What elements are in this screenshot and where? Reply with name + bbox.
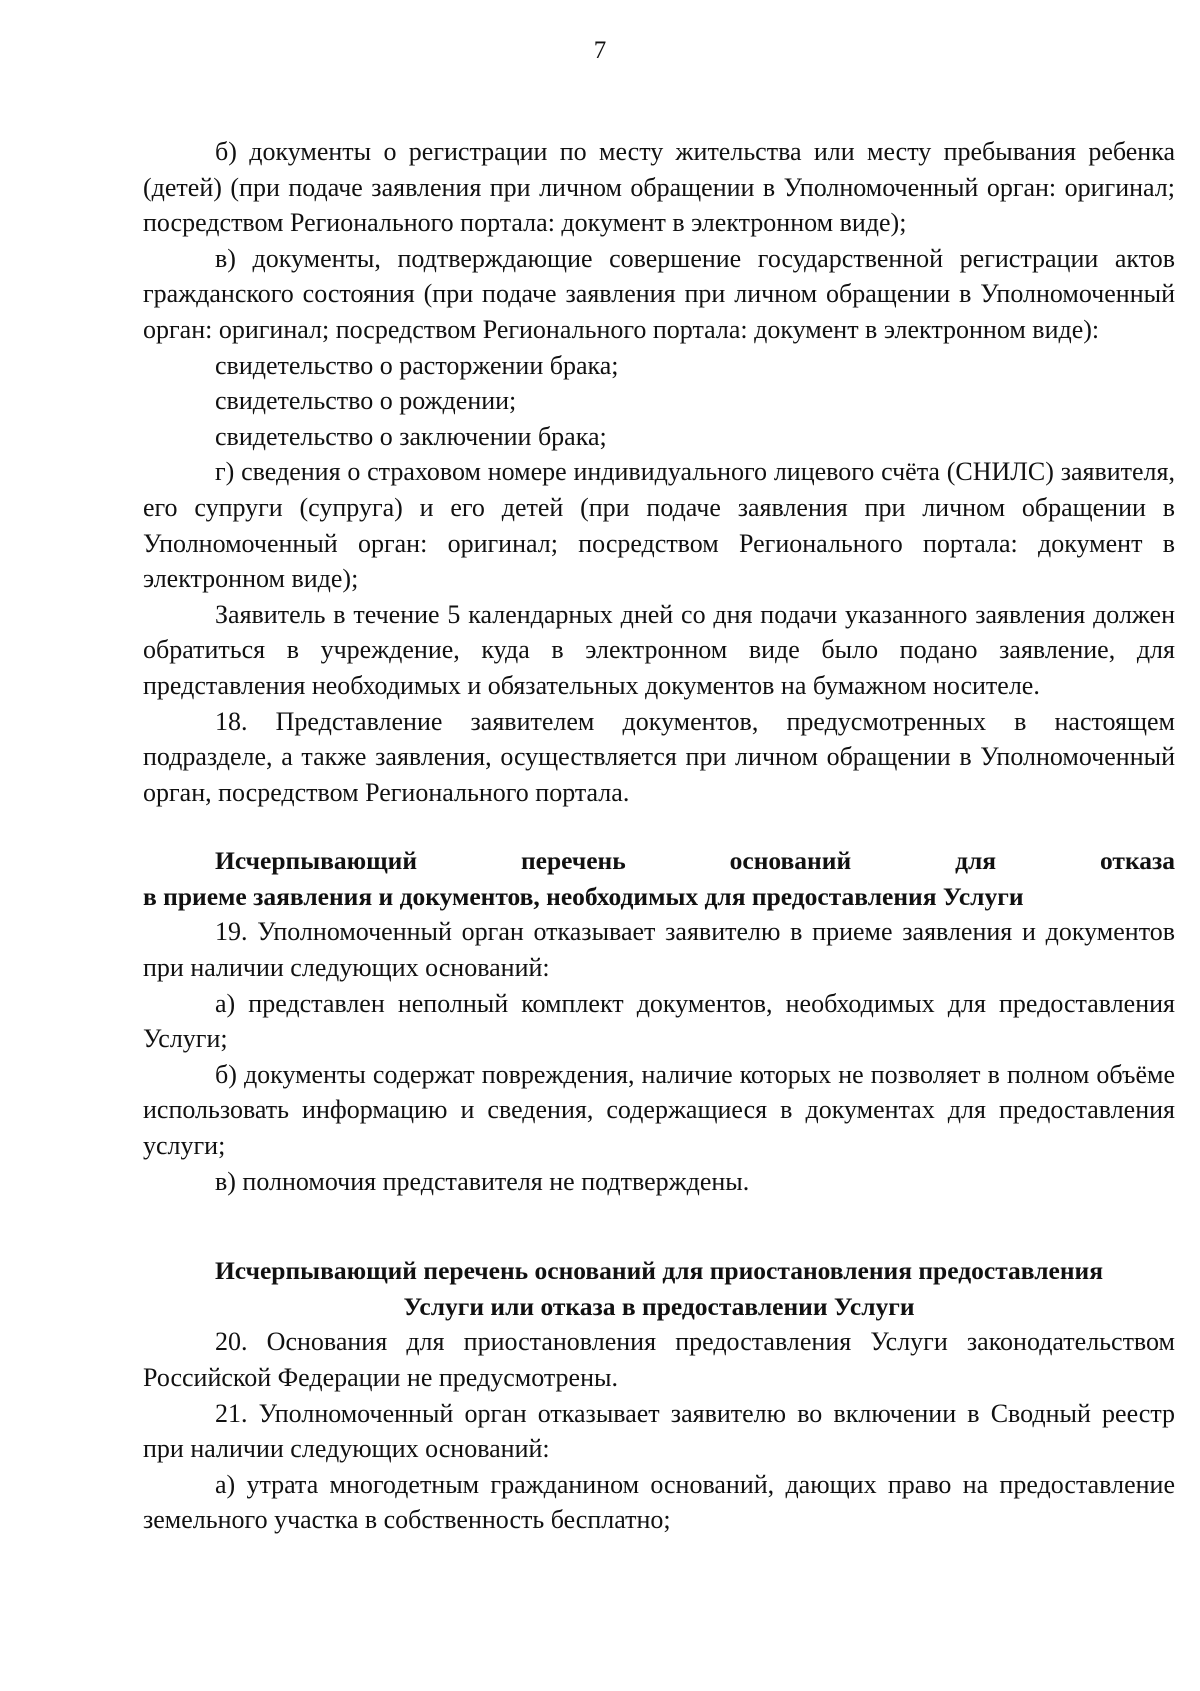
heading-word: оснований (729, 846, 852, 876)
paragraph-19-b: б) документы содержат повреждения, наличие которых не позволяет в полном объёме использовать информацию и сведения, содержащиеся в документах для предоставления услуги; (143, 1059, 1175, 1161)
paragraph-21: 21. Уполномоченный орган отказывает заявителю во включении в Сводный реестр при наличии следующих оснований: (143, 1398, 1175, 1464)
list-item-birth-certificate: свидетельство о рождении; (215, 386, 517, 416)
list-item-divorce-certificate: свидетельство о расторжении брака; (215, 350, 619, 380)
document-body (143, 134, 1175, 1538)
heading-line (143, 843, 1175, 879)
paragraph-19-v: в) полномочия представителя не подтверждены. (215, 1166, 750, 1196)
paragraph-21-a: а) утрата многодетным гражданином оснований, дающих право на предоставление земельного участка в собственность бесплатно; (143, 1469, 1175, 1535)
section-heading-suspension-refusal (143, 1253, 1175, 1324)
heading-word: для (955, 846, 997, 876)
heading-line: в приеме заявления и документов, необходимых для предоставления Услуги (143, 881, 1024, 911)
paragraph-18: 18. Представление заявителем документов, предусмотренных в настоящем подразделе, а также заявления, осуществляется при личном обращении в Уполномоченный орган, посредством Регионального портала. (143, 706, 1175, 807)
paragraph-g-snils: г) сведения о страховом номере индивидуального лицевого счёта (СНИЛС) заявителя, его супруги (супруга) и его детей (при подаче заявления при личном обращении в Уполномоченный орган: оригинал; посредством Регионального портала: документ в электронном виде); (143, 457, 1175, 594)
heading-line: Услуги или отказа в предоставлении Услуги (403, 1291, 915, 1321)
paragraph-19-a: а) представлен неполный комплект документов, необходимых для предоставления Услуги; (143, 988, 1175, 1054)
paragraph-v-civil-status-documents: в) документы, подтверждающие совершение государственной регистрации актов гражданского состояния (при подаче заявления при личном обращении в Уполномоченный орган: оригинал; посредством Регионального портала: документ в электронном виде): (143, 243, 1175, 344)
section-heading-refusal-acceptance (143, 843, 1175, 914)
paragraph-19: 19. Уполномоченный орган отказывает заявителю в приеме заявления и документов при наличии следующих оснований: (143, 917, 1175, 983)
paragraph-20: 20. Основания для приостановления предоставления Услуги законодательством Российской Федерации не предусмотрены. (143, 1327, 1175, 1392)
list-item-marriage-certificate: свидетельство о заключении брака; (215, 421, 607, 451)
heading-word: перечень (520, 846, 626, 876)
paragraph-applicant-five-days: Заявитель в течение 5 календарных дней со дня подачи указанного заявления должен обратиться в учреждение, куда в электронном виде было подано заявление, для представления необходимых и обязательных документов на бумажном носителе. (143, 599, 1175, 700)
page-number: 7 (593, 37, 607, 64)
heading-word: отказа (1100, 846, 1175, 876)
heading-line: Исчерпывающий перечень оснований для приостановления предоставления (214, 1256, 1104, 1286)
heading-word: Исчерпывающий (215, 846, 418, 876)
paragraph-b-residence-documents: б) документы о регистрации по месту жительства или месту пребывания ребенка (детей) (при подаче заявления при личном обращении в Уполномоченный орган: оригинал; посредством Регионального портала: документ в электронном виде); (143, 137, 1175, 238)
